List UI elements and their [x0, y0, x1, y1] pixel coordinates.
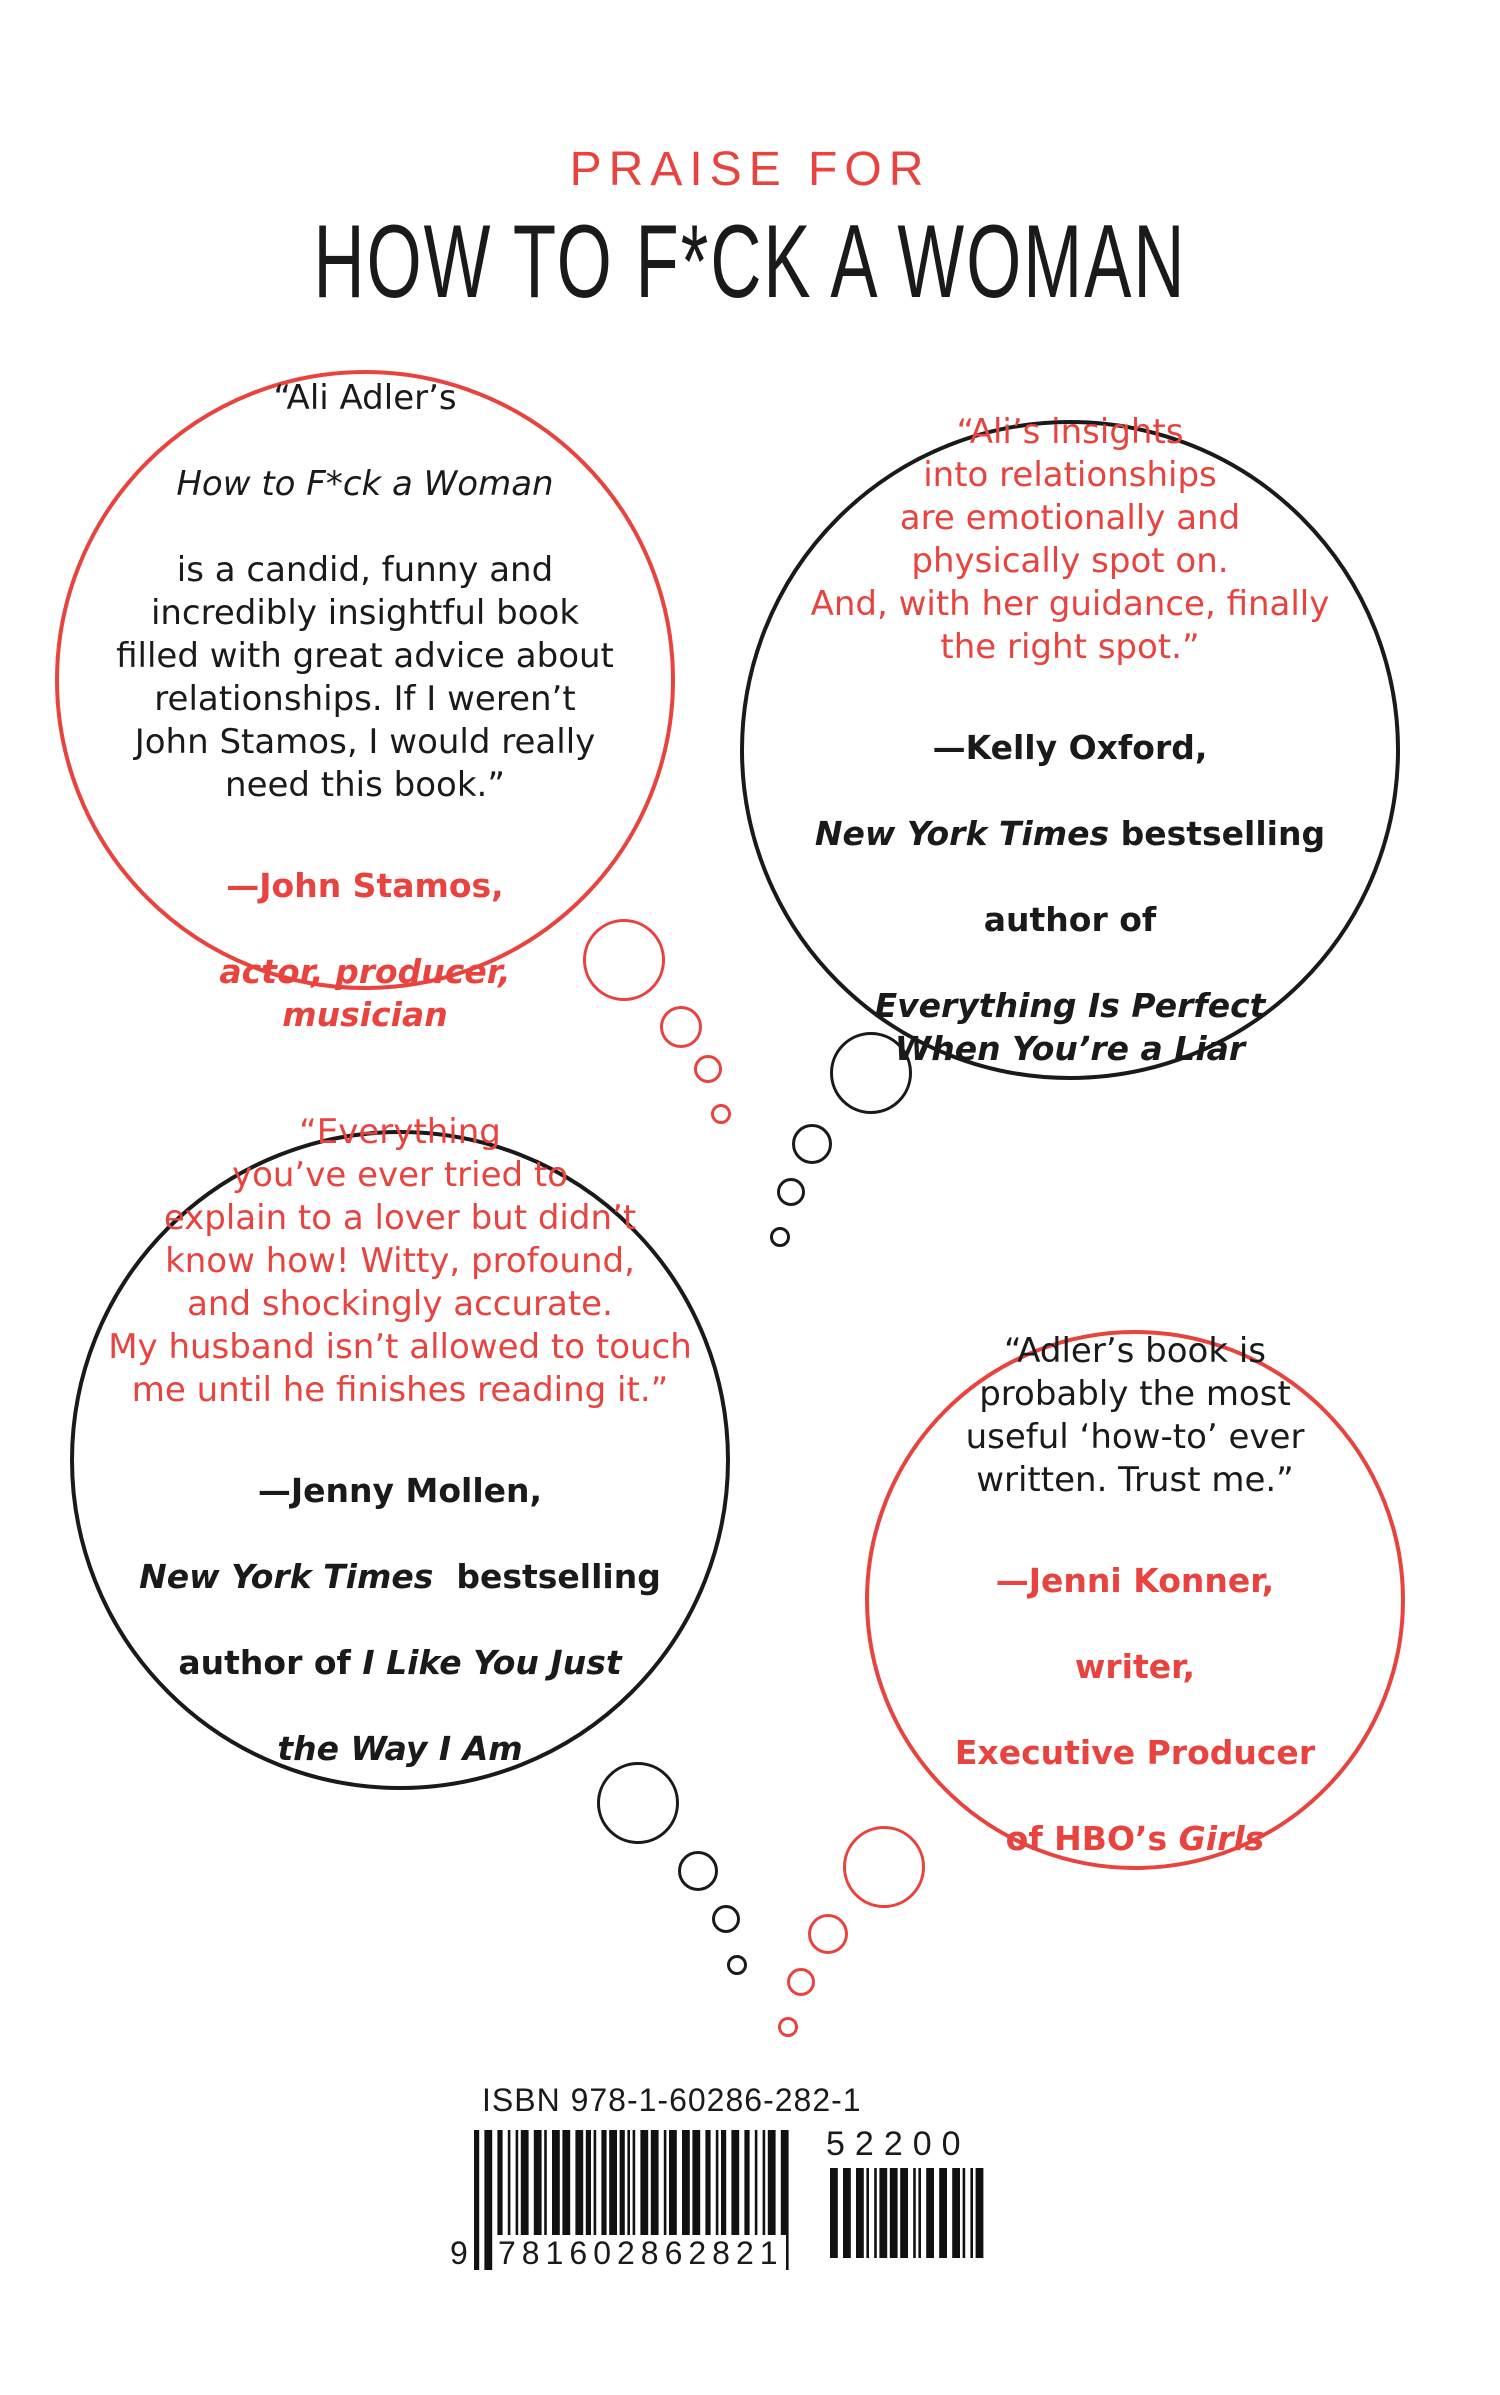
barcode-bar [879, 2168, 887, 2258]
quote-body: is a candid, funny and incredibly insightful book filled with great advice about relationships. If I weren’t John Stamos, I would really need this book.” [116, 550, 614, 805]
thought-dot [770, 1227, 790, 1247]
quote-text: “Adler’s book is probably the most useful ‘how-to’ ever written. Trust me.” [965, 1331, 1305, 1500]
barcode-bar [856, 2168, 864, 2258]
thought-dot [792, 1124, 832, 1164]
quote-text: “Everything you’ve ever tried to explain to a lover but didn’t know how! Witty, profound, and shockingly accurate. My husband isn’t allowed to touch me until he finishes reading it.” [108, 1111, 692, 1410]
barcode-bar [890, 2168, 898, 2258]
attribution [139, 1426, 661, 1770]
attribution [955, 1516, 1315, 1860]
barcode-bar [913, 2168, 916, 2258]
barcode-bar [952, 2168, 960, 2258]
thought-dot [727, 1955, 747, 1975]
price-code-digits: 52200 [826, 2125, 971, 2163]
attribution-author-of: author of [178, 1642, 363, 1682]
thought-dot [808, 1914, 848, 1954]
barcode-main-digits: 781602862821 [498, 2235, 784, 2271]
attribution-role: writer, [1074, 1647, 1196, 1686]
thought-dot [597, 1762, 679, 1844]
quote-bubble-konner [865, 1330, 1405, 1870]
thought-dot [778, 2017, 798, 2037]
attribution-network: of HBO’s [1005, 1819, 1179, 1858]
barcode-bar [939, 2168, 947, 2258]
attribution-book-line1: I Like You Just [362, 1642, 622, 1682]
thought-dot [712, 1905, 740, 1933]
attribution-bestselling: bestselling [433, 1556, 661, 1596]
thought-dot [830, 1032, 912, 1114]
barcode-bar [474, 2130, 479, 2270]
praise-for-heading: PRAISE FOR [569, 143, 931, 196]
barcode-bar [900, 2168, 908, 2258]
isbn-label: ISBN 978-1-60286-282-1 [482, 2082, 862, 2118]
attribution-role: actor, producer, musician [219, 952, 511, 1034]
attribution-name: —Jenny Mollen, [257, 1470, 543, 1510]
barcode-bar [976, 2168, 984, 2258]
quote-bubble-oxford [740, 411, 1400, 1080]
attribution-book-line2: the Way I Am [277, 1728, 523, 1768]
barcode-bar [874, 2168, 877, 2258]
quote-bubble-mollen [70, 1111, 730, 1790]
attribution-book: Everything Is Perfect When You’re a Liar [874, 985, 1266, 1068]
thought-dot [583, 919, 665, 1001]
attribution-bestselling: bestselling [1109, 813, 1326, 853]
thought-dot [660, 1006, 702, 1048]
price-barcode [826, 2168, 986, 2258]
barcode-bar [866, 2168, 869, 2258]
barcode-lead-digit: 9 [450, 2235, 474, 2271]
barcode-bar [970, 2168, 973, 2258]
attribution [219, 821, 510, 1036]
barcode-bar [963, 2168, 966, 2258]
book-title: HOW TO F*CK A WOMAN [313, 204, 1187, 320]
attribution-title: Executive Producer [954, 1733, 1316, 1772]
attribution-show: Girls [1178, 1819, 1265, 1858]
quote-bubble-stamos [55, 370, 675, 1034]
barcode-bar [843, 2168, 851, 2258]
barcode-bar [484, 2130, 492, 2270]
thought-dot [694, 1055, 722, 1083]
quote-text [116, 334, 614, 807]
quote-open: “Ali Adler’s [273, 378, 457, 418]
thought-dot [787, 1968, 815, 1996]
thought-dot [843, 1826, 925, 1908]
attribution-publication: New York Times [814, 813, 1110, 853]
book-title-italic: How to F*ck a Woman [176, 464, 554, 504]
quote-text: “Ali’s insights into relationships are emotionally and physically spot on. And, with her guidance, finally the right spot.” [810, 411, 1330, 667]
attribution-name: —Kelly Oxford, [932, 727, 1208, 767]
attribution-name: —John Stamos, [226, 866, 504, 905]
thought-dot [777, 1178, 805, 1206]
attribution [815, 683, 1325, 1070]
attribution-publication: New York Times [139, 1556, 434, 1596]
attribution-name: —Jenni Konner, [995, 1561, 1275, 1600]
thought-dot [678, 1851, 718, 1891]
barcode-bar [918, 2168, 921, 2258]
barcode-bar [926, 2168, 934, 2258]
thought-dot [711, 1104, 731, 1124]
barcode-bar [830, 2168, 838, 2258]
attribution-author-of: author of [983, 899, 1157, 939]
